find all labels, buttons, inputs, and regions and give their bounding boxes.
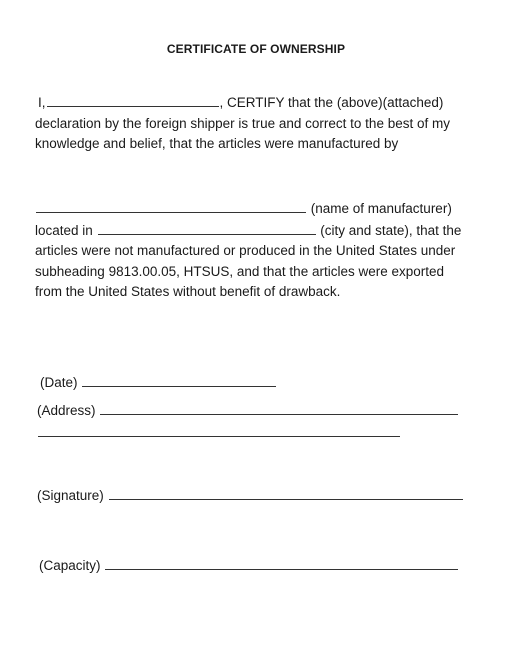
signature-blank (109, 485, 463, 500)
capacity-label: (Capacity) (39, 558, 101, 573)
declaration-line: declaration by the foreign shipper is true and correct to the best of my (35, 115, 450, 131)
certify-line (35, 92, 485, 114)
signature-label: (Signature) (37, 488, 104, 503)
location-line (35, 220, 485, 242)
address-second-line (37, 422, 401, 443)
signature-field (37, 485, 464, 506)
drawback-line: from the United States without benefit of drawback. (35, 284, 341, 299)
articles-line: articles were not manufactured or produced in the United States under (35, 243, 456, 258)
date-label: (Date) (40, 375, 78, 390)
capacity-blank (105, 555, 458, 570)
date-field (40, 372, 277, 393)
certifier-name-blank (47, 92, 219, 107)
city-state-blank (98, 220, 316, 235)
manufacturer-paragraph (35, 198, 485, 303)
city-state-label: (city and state), that the (316, 222, 462, 238)
located-in-label: located in (35, 222, 97, 238)
subheading-line: subheading 9813.00.05, HTSUS, and that the articles were exported (35, 263, 445, 279)
capacity-field (39, 555, 459, 576)
knowledge-line: knowledge and belief, that the articles were manufactured by (35, 136, 399, 151)
manufacturer-label: (name of manufacturer) (307, 201, 452, 216)
manufacturer-name-blank (36, 198, 306, 213)
manufacturer-line (35, 198, 485, 220)
address-field (37, 400, 459, 421)
document-title: CERTIFICATE OF OWNERSHIP (166, 42, 346, 56)
address-blank-2 (38, 422, 400, 437)
address-blank-1 (100, 400, 458, 415)
address-label: (Address) (37, 403, 96, 418)
certify-text: , CERTIFY that the (above)(attached) (219, 95, 444, 110)
date-blank (82, 372, 276, 387)
certifier-prefix: I, (38, 95, 46, 110)
certification-paragraph (35, 92, 485, 155)
